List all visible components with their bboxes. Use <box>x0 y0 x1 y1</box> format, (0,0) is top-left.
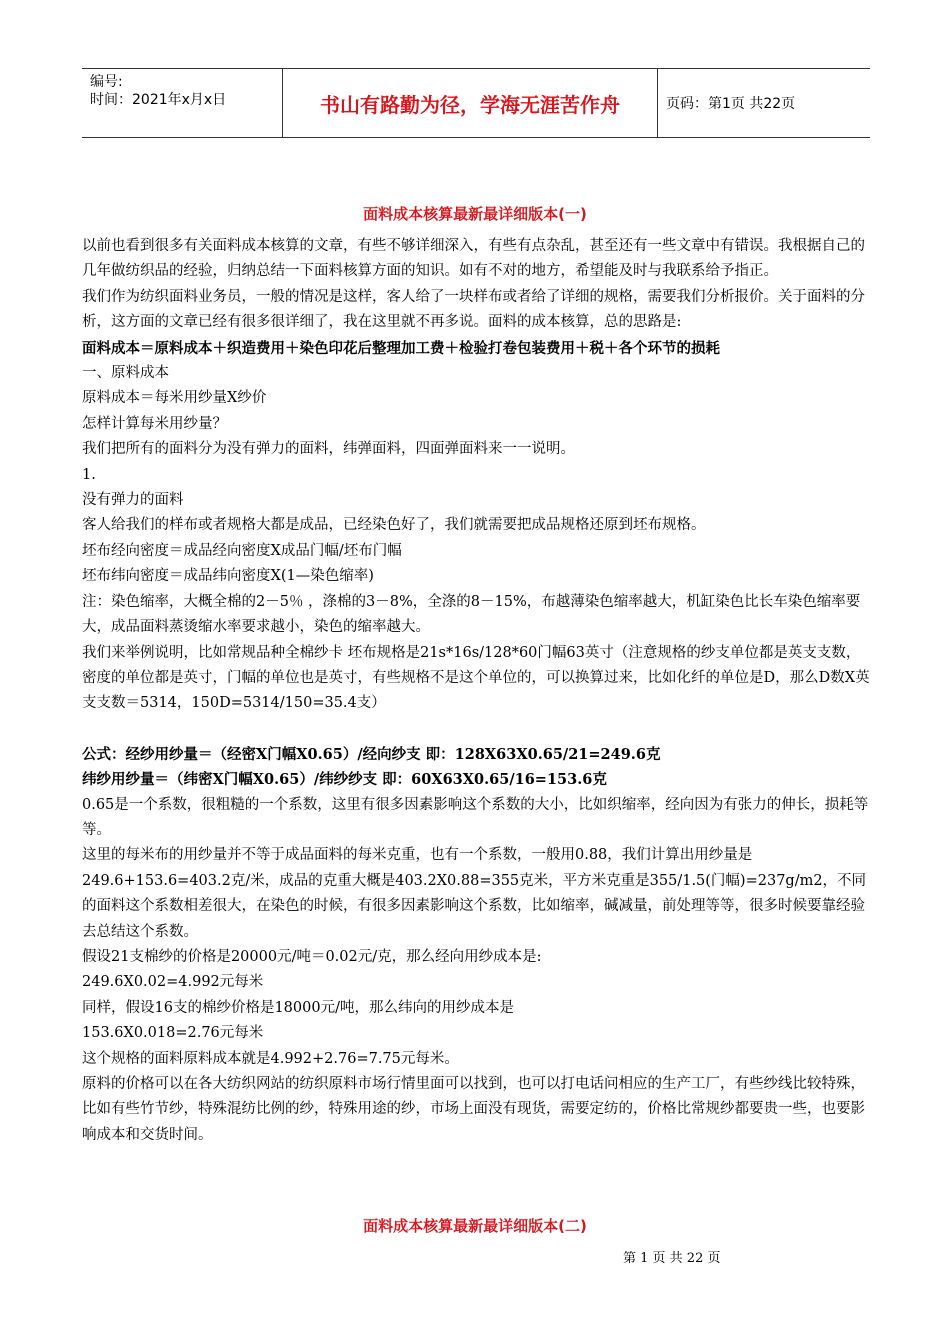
document-date: 时间：2021年x月x日 <box>90 92 227 108</box>
weft-density-formula: 坯布纬向密度＝成品纬向密度X(1—染色缩率) <box>82 568 374 585</box>
shrinkage-note: 注：染色缩率，大概全棉的2－5％ ，涤棉的3－8%，全涤的8－15%，布越薄染色缩率越大，机缸染色比长车染色缩率要大，成品面料蒸烫缩水率要求越小，染色的缩率越大。 <box>82 593 861 636</box>
header-page-info: 页码：第1页 共22页 <box>666 96 796 112</box>
fabric-categories: 我们把所有的面料分为没有弹力的面料，纬弹面料，四面弹面料来一一说明。 <box>82 441 575 458</box>
cost-formula: 面料成本＝原料成本＋织造费用＋染色印花后整理加工费＋检验打卷包装费用＋税＋各个环节的损耗 <box>82 339 720 357</box>
page-footer: 第 1 页 共 22 页 <box>623 1251 721 1266</box>
total-raw-cost: 这个规格的面料原料成本就是4.992+2.76=7.75元每米。 <box>82 1050 459 1067</box>
weight-coefficient-paragraph: 这里的每米布的用纱量并不等于成品面料的每米克重，也有一个系数，一般用0.88，我们计算出用纱量是249.6+153.6=403.2克/米，成品的克重大概是403.2X0.88=355克米，平方米克重是355/1.5(门幅)=237g/m2，不同的面料这个系数相差很大，在染色的时候，有很多因素影响这个系数，比如缩率，碱减量，前处理等等，很多时候要靠经验去总结这个系数。 <box>82 847 867 940</box>
paragraph-context: 我们作为纺织面料业务员，一般的情况是这样，客人给了一块样布或者给了详细的规格，需要我们分析报价。关于面料的分析，这方面的文章已经有很多很详细了，我在这里就不再多说。面料的成本核算，总的思路是: <box>82 288 865 331</box>
weft-yarn-formula: 纬纱用纱量＝（纬密X门幅X0.65）/纬纱纱支 即：60X63X0.65/16=153.6克 <box>82 771 607 789</box>
weft-cost-result: 153.6X0.018=2.76元每米 <box>82 1025 264 1042</box>
warp-cost-result: 249.6X0.02=4.992元每米 <box>82 974 264 991</box>
page-header <box>82 68 870 138</box>
weft-price-assumption: 同样，假设16支的棉纱价格是18000元/吨，那么纬向的用纱成本是 <box>82 999 514 1016</box>
paragraph-restore-spec: 客人给我们的样布或者规格大都是成品，已经染色好了，我们就需要把成品规格还原到坯布规格。 <box>82 517 706 534</box>
document-body <box>82 234 872 1148</box>
raw-material-formula: 原料成本＝每米用纱量X纱价 <box>82 390 267 407</box>
list-number-1: 1. <box>82 466 96 483</box>
subheading-non-elastic: 没有弹力的面料 <box>82 492 184 509</box>
section-heading-raw-material: 一、原料成本 <box>82 365 169 382</box>
coefficient-note: 0.65是一个系数，很粗糙的一个系数，这里有很多因素影响这个系数的大小，比如织缩率，经向因为有张力的伸长，损耗等等。 <box>82 796 869 838</box>
header-divider-right <box>657 69 658 137</box>
section-title-1: 面料成本核算最新最详细版本(一) <box>363 205 587 223</box>
section-title-2: 面料成本核算最新最详细版本(二) <box>363 1217 587 1235</box>
warp-price-assumption: 假设21支棉纱的价格是20000元/吨＝0.02元/克，那么经向用纱成本是: <box>82 948 542 965</box>
header-motto: 书山有路勤为径，学海无涯苦作舟 <box>320 92 620 117</box>
price-source-paragraph: 原料的价格可以在各大纺织网站的纺织原料市场行情里面可以找到，也可以打电话问相应的生产工厂，有些纱线比较特殊，比如有些竹节纱，特殊混纺比例的纱，特殊用途的纱，市场上面没有现货，需要定纺的，价格比常规纱都要贵一些，也要影响成本和交货时间。 <box>82 1076 865 1143</box>
example-paragraph: 我们来举例说明，比如常规品种全棉纱卡 坯布规格是21s*16s/128*60门幅63英寸（注意规格的纱支单位都是英支支数，密度的单位都是英寸，门幅的单位也是英寸，有些规格不是这个单位的，可以换算过来，比如化纤的单位是D，那么D数X英支支数＝5314，150D=5314/150=35.4支） <box>82 644 870 712</box>
header-meta <box>82 69 282 137</box>
warp-density-formula: 坯布经向密度＝成品经向密度X成品门幅/坯布门幅 <box>82 542 402 559</box>
warp-yarn-formula: 公式：经纱用纱量＝（经密X门幅X0.65）/经向纱支 即：128X63X0.65/21=249.6克 <box>82 745 661 763</box>
paragraph-intro: 以前也看到很多有关面料成本核算的文章，有些不够详细深入，有些有点杂乱，甚至还有一些文章中有错误。我根据自己的几年做纺织品的经验，归纳总结一下面料核算方面的知识。如有不对的地方，希望能及时与我联系给予指正。 <box>82 238 865 280</box>
document-code: 编号: <box>90 74 123 90</box>
question-yarn-usage: 怎样计算每米用纱量？ <box>82 415 227 432</box>
